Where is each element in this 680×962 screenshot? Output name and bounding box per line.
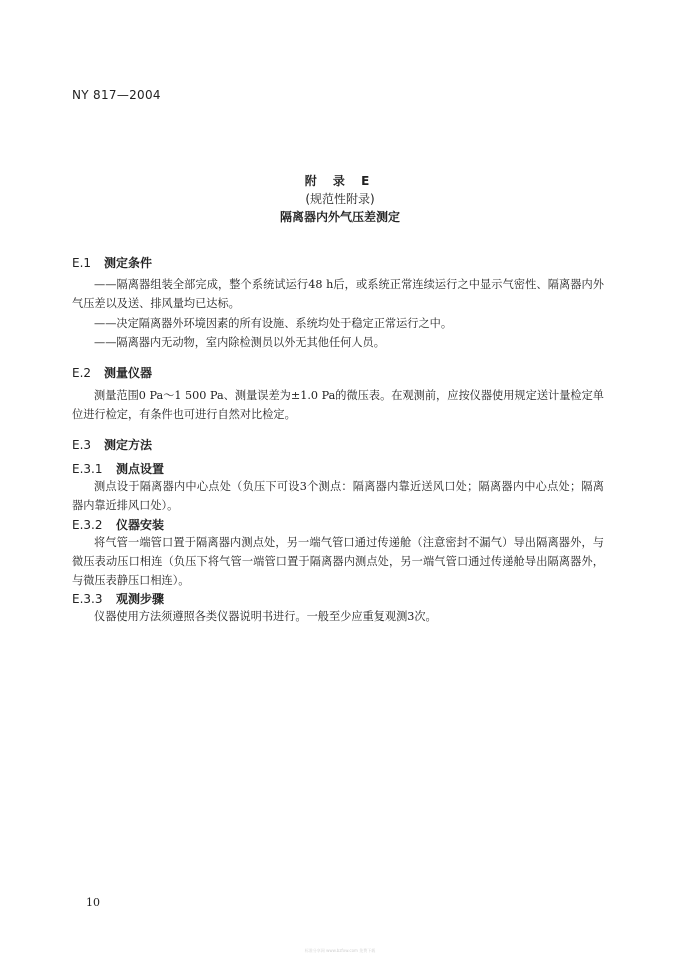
section-number: E.3 xyxy=(72,438,92,452)
section-title: 仪器安装 xyxy=(116,518,165,532)
appendix-name: 隔离器内外气压差测定 xyxy=(279,210,400,224)
section-e31-heading xyxy=(72,460,164,477)
section-number: E.3.2 xyxy=(72,518,103,532)
section-e32-heading xyxy=(72,516,164,533)
section-e3-heading xyxy=(72,436,152,453)
section-e1-heading xyxy=(72,254,152,271)
footer-watermark: 标准分享网 www.bzfxw.com 免费下载 xyxy=(304,948,376,953)
section-title: 测量仪器 xyxy=(104,366,153,380)
paragraph: ——隔离器组装全部完成，整个系统试运行48 h后，或系统正常连续运行之中显示气密性、隔离器内外气压差以及送、排风量均已达标。 xyxy=(72,278,604,310)
section-e33-heading xyxy=(72,590,164,607)
paragraph: ——决定隔离器外环境因素的所有设施、系统均处于稳定正常运行之中。 xyxy=(94,317,453,330)
section-title: 观测步骤 xyxy=(116,592,165,606)
page-number: 10 xyxy=(86,896,100,909)
section-number: E.3.1 xyxy=(72,462,103,476)
appendix-subtitle: (规范性附录) xyxy=(305,192,375,206)
paragraph: 仪器使用方法须遵照各类仪器说明书进行。一般至少应重复观测3次。 xyxy=(94,610,437,623)
section-number: E.3.3 xyxy=(72,592,103,606)
paragraph: ——隔离器内无动物，室内除检测员以外无其他任何人员。 xyxy=(94,336,385,349)
paragraph: 测量范围0 Pa～1 500 Pa、测量误差为±1.0 Pa的微压表。在观测前，应按仪器使用规定送计量检定单位进行检定，有条件也可进行自然对比检定。 xyxy=(72,389,604,421)
section-e2-heading xyxy=(72,364,152,381)
section-title: 测定条件 xyxy=(104,256,153,270)
section-number: E.2 xyxy=(72,366,92,380)
standard-code: NY 817—2004 xyxy=(72,88,161,102)
section-title: 测点设置 xyxy=(116,462,165,476)
section-number: E.1 xyxy=(72,256,92,270)
appendix-title: 附 录 E xyxy=(304,174,376,188)
section-title: 测定方法 xyxy=(104,438,153,452)
paragraph: 测点设于隔离器内中心点处（负压下可设3个测点：隔离器内靠近送风口处；隔离器内中心点处；隔离器内靠近排风口处）。 xyxy=(72,480,604,512)
paragraph: 将气管一端管口置于隔离器内测点处，另一端气管口通过传递舱（注意密封不漏气）导出隔离器外，与微压表动压口相连（负压下将气管一端管口置于隔离器内测点处，另一端气管口通过传递舱导出隔离器外，与微压表静压口相连）。 xyxy=(72,536,604,587)
